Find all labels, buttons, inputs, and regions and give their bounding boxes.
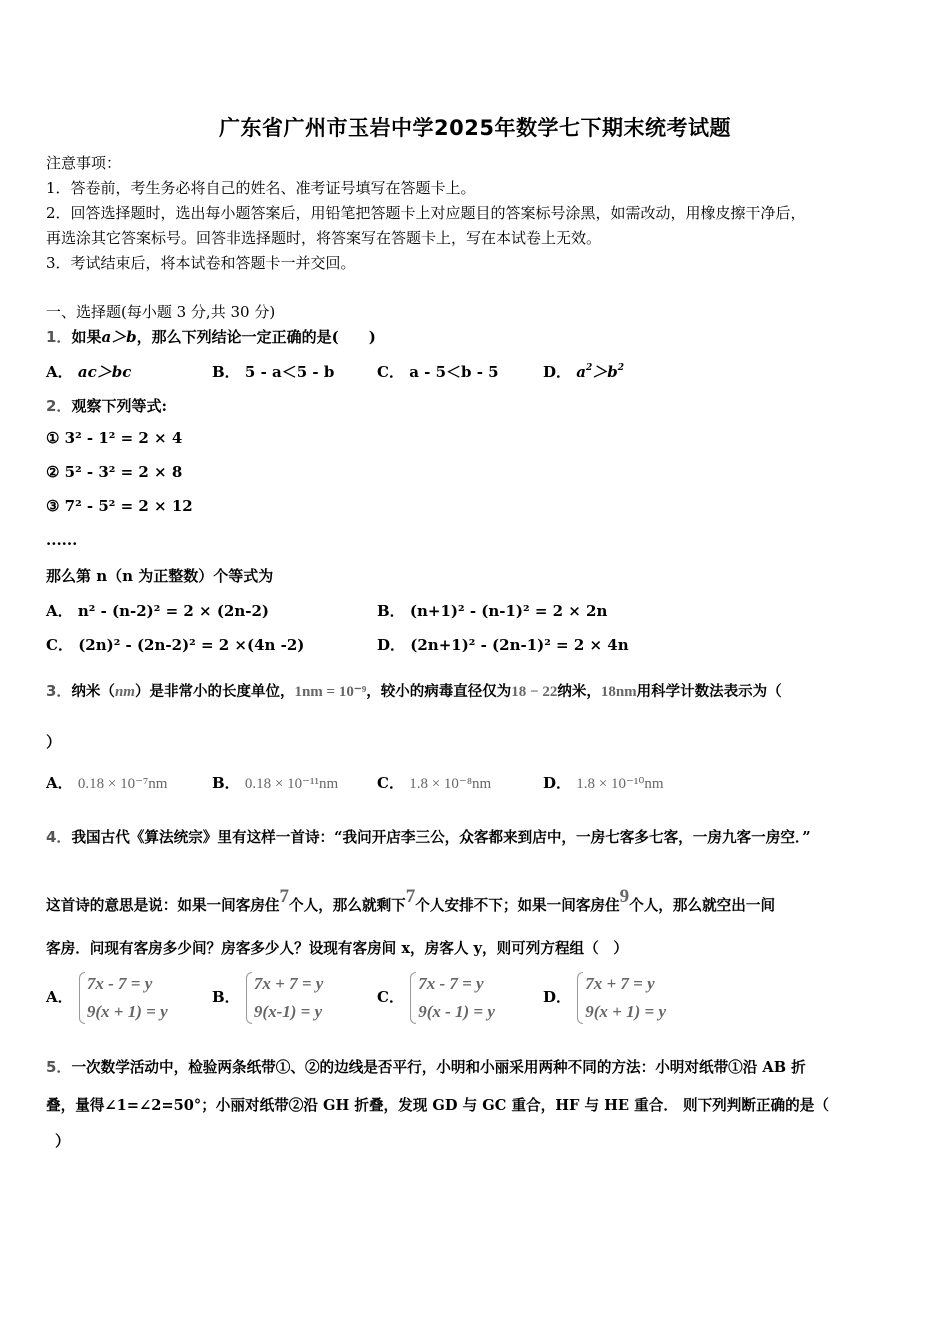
q1-option-d[interactable]: D． $a^2>b^2$ <box>543 363 625 381</box>
equation-system: 7x - 7 = y 9(x - 1) = y <box>409 970 495 1026</box>
ellipsis: ...... <box>46 531 78 549</box>
equation-system: 7x + 7 = y 9(x-1) = y <box>245 970 323 1026</box>
q3-option-a[interactable]: A． 0.18 × 10⁻⁷nm <box>46 774 168 792</box>
q1-option-c[interactable]: C． a - 5＜b - 5 <box>377 363 499 381</box>
question-4-line2: 这首诗的意思是说：如果一间客房住7个人，那么就剩下7个人安排不下；如果一间客房住9个人，那么就空出一间 <box>46 886 776 914</box>
equation-2: ② 5² - 3² = 2 × 8 <box>46 463 183 481</box>
q1-option-b[interactable]: B． 5 - a＜5 - b <box>212 363 335 381</box>
q4-option-a[interactable]: A． 7x - 7 = y 9(x + 1) = y <box>46 970 168 1026</box>
q3-option-b[interactable]: B． 0.18 × 10⁻¹¹nm <box>212 774 339 792</box>
q2-option-a[interactable]: A． n² - (n-2)² = 2 × (2n-2) <box>46 602 270 620</box>
equation-1: ① 3² - 1² = 2 × 4 <box>46 429 183 447</box>
question-1-stem: 1．如果a＞b，那么下列结论一定正确的是( ) <box>46 328 376 346</box>
notice-item: 1．答卷前，考生务必将自己的姓名、准考证号填写在答题卡上。 <box>46 179 476 197</box>
q3-option-d[interactable]: D． 1.8 × 10⁻¹⁰nm <box>543 774 664 792</box>
question-2-stem: 2．观察下列等式: <box>46 397 167 415</box>
question-2-ask: 那么第 n（n 为正整数）个等式为 <box>46 567 274 585</box>
q4-option-c[interactable]: C． 7x - 7 = y 9(x - 1) = y <box>377 970 495 1026</box>
q2-option-d[interactable]: D． (2n+1)² - (2n-1)² = 2 × 4n <box>377 636 629 654</box>
notice-item: 3．考试结束后，将本试卷和答题卡一并交回。 <box>46 254 356 272</box>
section-heading: 一、选择题(每小题 3 分,共 30 分) <box>46 303 276 321</box>
q4-option-d[interactable]: D． 7x + 7 = y 9(x + 1) = y <box>543 970 666 1026</box>
q2-option-b[interactable]: B． (n+1)² - (n-1)² = 2 × 2n <box>377 602 608 620</box>
equation-system: 7x - 7 = y 9(x + 1) = y <box>78 970 168 1026</box>
notice-item: 再选涂其它答案标号。回答非选择题时，将答案写在答题卡上，写在本试卷上无效。 <box>46 229 602 247</box>
notice-item: 2．回答选择题时，选出每小题答案后，用铅笔把答题卡上对应题目的答案标号涂黑，如需改动，用橡皮擦干净后， <box>46 204 806 222</box>
equation-system: 7x + 7 = y 9(x + 1) = y <box>576 970 666 1026</box>
question-3-stem: 3．纳米（nm）是非常小的长度单位，1nm = 10⁻⁹，较小的病毒直径仅为18 − 22纳米，18nm用科学计数法表示为（ <box>46 682 782 700</box>
equation-3: ③ 7² - 5² = 2 × 12 <box>46 497 193 515</box>
question-4-line3: 客房．问现有客房多少间？房客多少人？设现有客房间 x，房客人 y，则可列方程组（ ） <box>46 940 628 957</box>
notice-heading: 注意事项： <box>46 154 122 172</box>
question-3-close: ） <box>46 733 62 751</box>
question-4-line1: 4．我国古代《算法统宗》里有这样一首诗：“我问开店李三公，众客都来到店中，一房七客多七客，一房九客一房空．” <box>46 828 811 846</box>
page-title: 广东省广州市玉岩中学2025年数学七下期末统考试题 <box>219 116 731 140</box>
q1-option-a[interactable]: A． ac＞bc <box>46 363 132 381</box>
q4-option-b[interactable]: B． 7x + 7 = y 9(x-1) = y <box>212 970 323 1026</box>
question-5-line1: 5．一次数学活动中，检验两条纸带①、②的边线是否平行，小明和小丽采用两种不同的方法：小明对纸带①沿 AB 折 <box>46 1058 806 1076</box>
question-5-line2: 叠，量得∠1=∠2=50°；小丽对纸带②沿 GH 折叠，发现 GD 与 GC 重合，HF 与 HE 重合． 则下列判断正确的是（ <box>46 1097 829 1114</box>
q2-option-c[interactable]: C． (2n)² - (2n-2)² = 2 ×(4n -2) <box>46 636 305 654</box>
q3-option-c[interactable]: C． 1.8 × 10⁻⁸nm <box>377 774 492 792</box>
question-5-line3: ） <box>55 1132 71 1150</box>
